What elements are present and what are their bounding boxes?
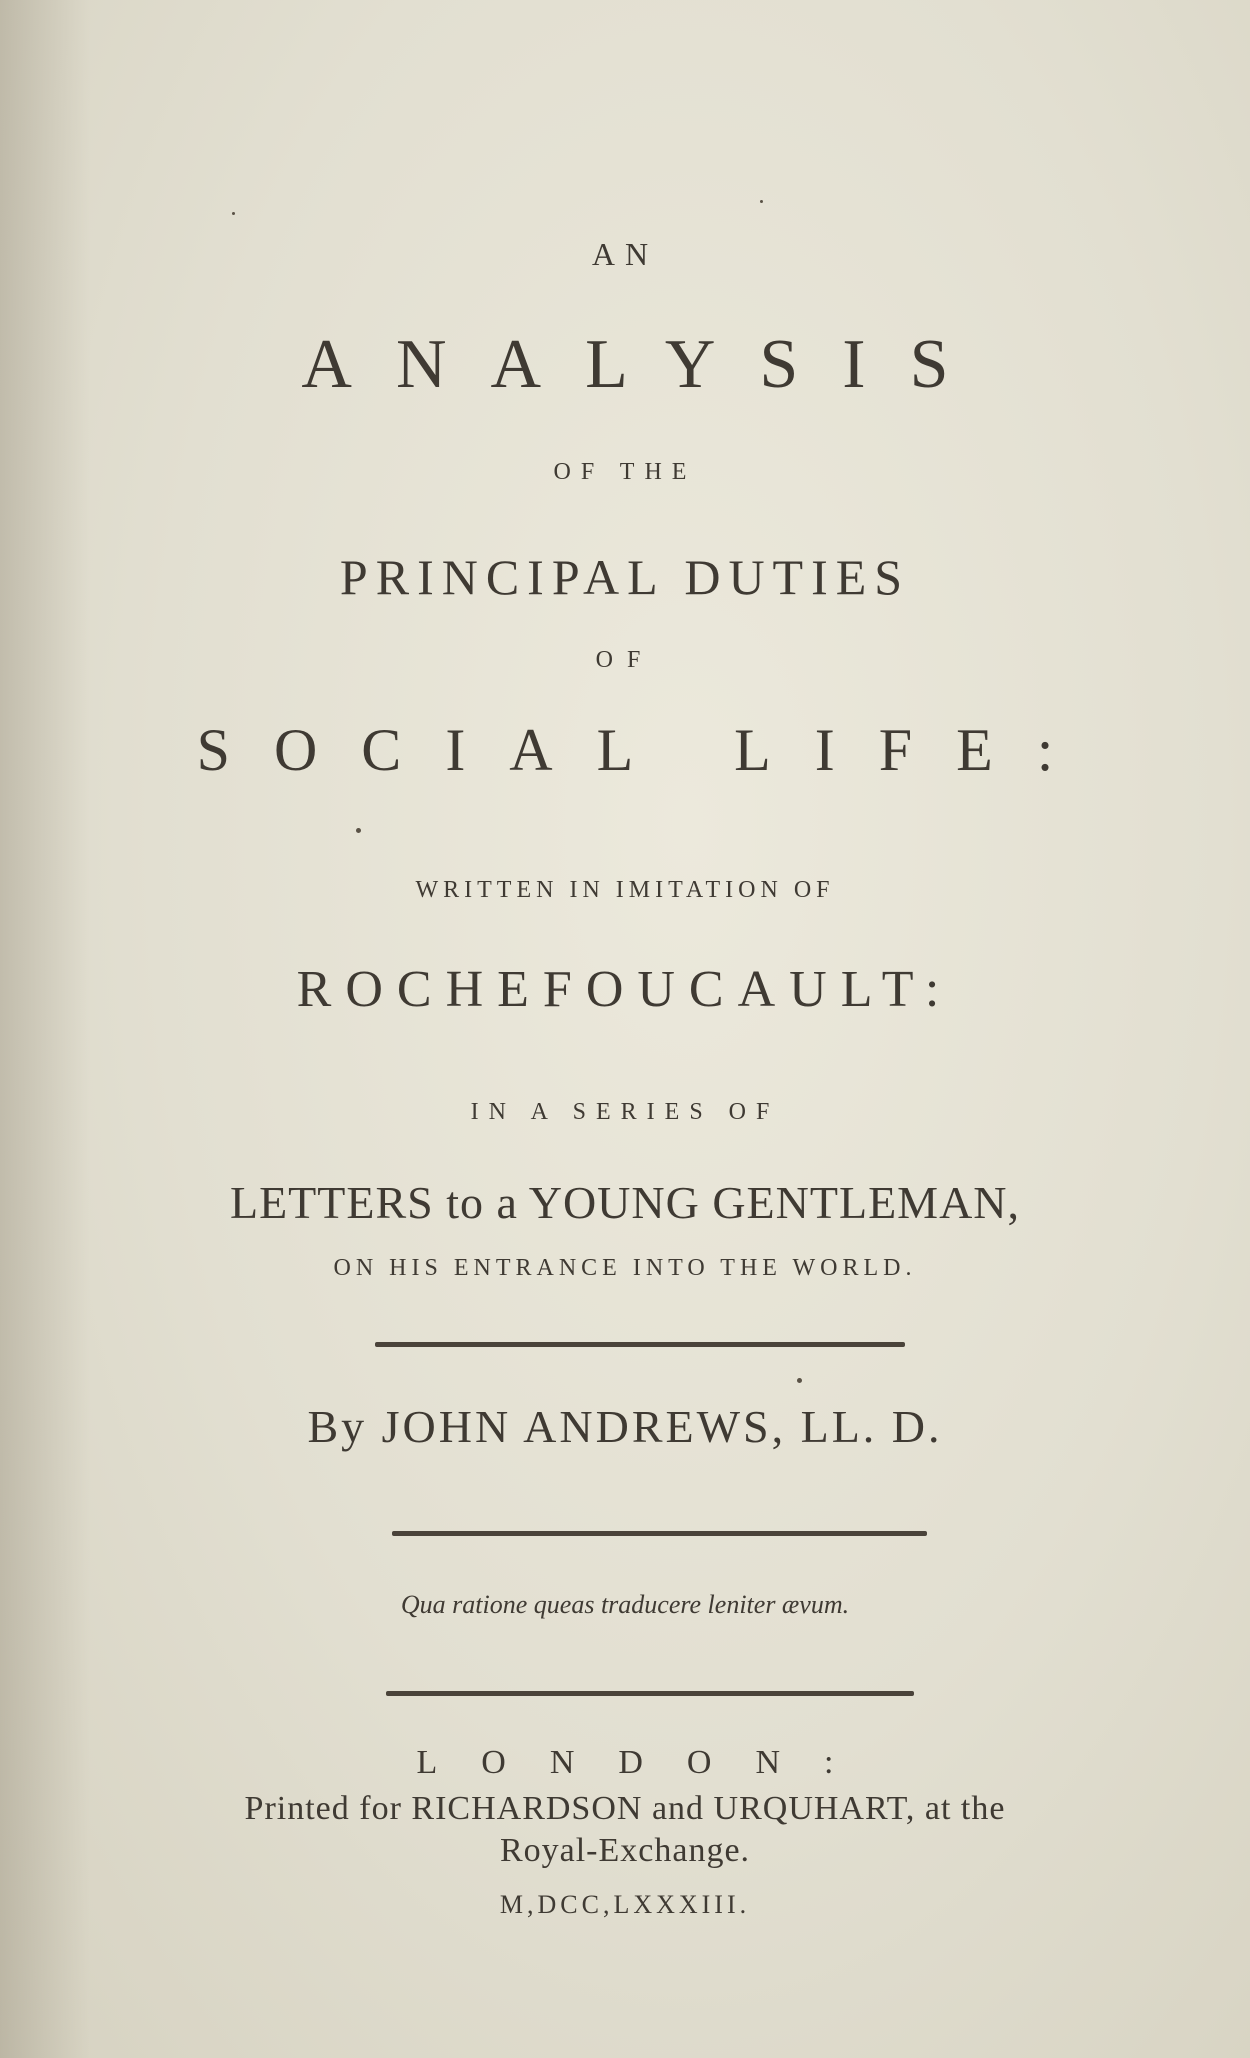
imprint-date: M,DCC,LXXXIII.	[499, 1890, 751, 1919]
imprint-city: LONDON:	[416, 1744, 878, 1781]
divider-rule	[392, 1531, 927, 1536]
subtitle-letters: LETTERS to a YOUNG GENTLEMAN,	[229, 1177, 1021, 1228]
subtitle-rochefoucault: ROCHEFOUCAULT:	[296, 961, 954, 1018]
imprint-place: Royal-Exchange.	[499, 1832, 751, 1869]
subtitle-written: WRITTEN IN IMITATION OF	[415, 877, 835, 903]
title-an: AN	[591, 236, 659, 272]
title-of-the: OF THE	[553, 459, 697, 485]
title-analysis: ANALYSIS	[301, 326, 993, 403]
divider-rule	[386, 1691, 914, 1696]
subtitle-series: IN A SERIES OF	[470, 1099, 780, 1125]
subtitle-entrance: ON HIS ENTRANCE INTO THE WORLD.	[333, 1255, 917, 1281]
ink-speck	[760, 200, 763, 203]
title-social-life: SOCIAL LIFE:	[196, 717, 1098, 783]
divider-rule	[375, 1342, 905, 1347]
ink-speck	[356, 828, 361, 833]
epigraph-motto: Qua ratione queas traducere leniter ævum.	[400, 1590, 850, 1619]
ink-speck	[797, 1378, 802, 1383]
title-of: OF	[595, 647, 655, 673]
ink-speck	[232, 212, 235, 215]
author-line: By JOHN ANDREWS, LL. D.	[307, 1401, 943, 1452]
title-principal-duties: PRINCIPAL DUTIES	[339, 549, 911, 605]
imprint-printer: Printed for RICHARDSON and URQUHART, at the	[244, 1790, 1006, 1827]
